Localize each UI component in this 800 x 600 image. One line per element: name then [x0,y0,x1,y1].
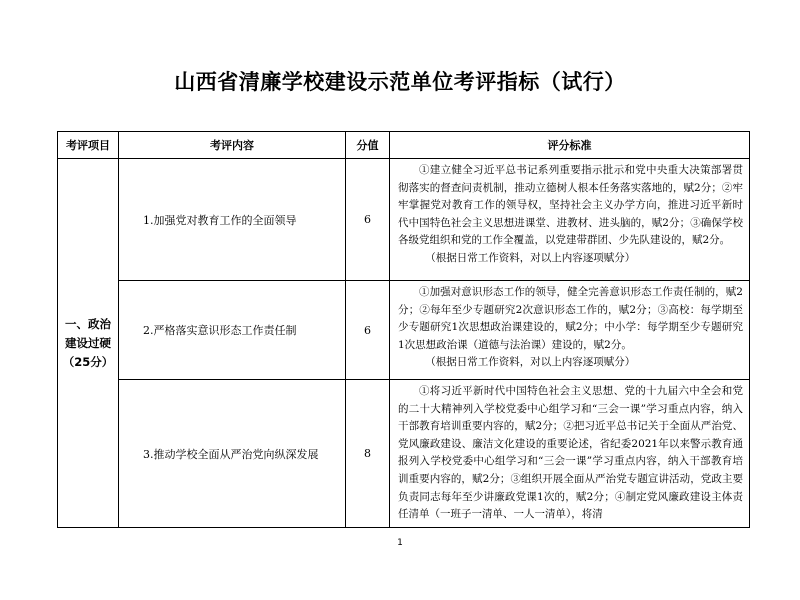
score-cell: 6 [346,159,390,281]
score-cell: 8 [346,380,390,528]
content-cell: 1.加强党对教育工作的全面领导 [119,159,346,281]
page-title: 山西省清廉学校建设示范单位考评指标（试行） [174,70,626,94]
criteria-cell [390,159,750,281]
page-number: 1 [397,538,403,548]
criteria-note: （根据日常工作资料，对以上内容逐项赋分） [425,251,636,264]
category-label-line2: 建设过硬 [65,335,111,350]
category-label-line1: 一、政治 [65,316,111,331]
criteria-note: （根据日常工作资料，对以上内容逐项赋分） [425,356,636,369]
header-score: 分值 [346,132,390,159]
table-row [58,159,750,281]
table-row [58,380,750,528]
criteria-cell [390,281,750,380]
header-category: 考评项目 [58,132,119,159]
score-cell: 6 [346,281,390,380]
criteria-text: ①加强对意识形态工作的领导，健全完善意识形态工作责任制的，赋2分；②每年至少专题研究2次意识形态工作的，赋2分；③高校：每学期至少专题研究1次思想政治课建设的，赋2分；中小学：每学期至少专题研究1次思想政治课（道德与法治课）建设的，赋2分。 [398,286,743,351]
criteria-cell [390,380,750,528]
table-header-row [58,132,750,159]
criteria-text: ①建立健全习近平总书记系列重要指示批示和党中央重大决策部署贯彻落实的督查问责机制，推动立德树人根本任务落实落地的，赋2分；②牢牢掌握党对教育工作的领导权，坚持社会主义办学方向，推进习近平新时代中国特色社会主义思想进课堂、进教材、进头脑的，赋2分；③确保学校各级党组织和党的工作全覆盖，以党建带群团、少先队建设的，赋2分。 [398,164,743,247]
evaluation-table [57,131,750,528]
category-label-line3: （25分） [62,354,114,369]
content-cell: 2.严格落实意识形态工作责任制 [119,281,346,380]
criteria-text: ①将习近平新时代中国特色社会主义思想、党的十九届六中全会和党的二十大精神列入学校党委中心组学习和“三会一课”学习重点内容，纳入干部教育培训重要内容的，赋2分；②把习近平总书记关于全面从严治党、党风廉政建设、廉洁文化建设的重要论述，省纪委2021年以来警示教育通报列入学校党委中心组学习和“三会一课”学习重点内容，纳入干部教育培训重要内容的，赋2分；③组织开展全面从严治党专题宣讲活动，党政主要负责同志每年至少讲廉政党课1次的，赋2分；④制定党风廉政建设主体责任清单（一班子一清单、一人一清单），将清 [398,385,743,521]
header-content: 考评内容 [119,132,346,159]
header-criteria: 评分标准 [390,132,750,159]
category-cell [58,159,119,528]
table-row [58,281,750,380]
content-cell: 3.推动学校全面从严治党向纵深发展 [119,380,346,528]
